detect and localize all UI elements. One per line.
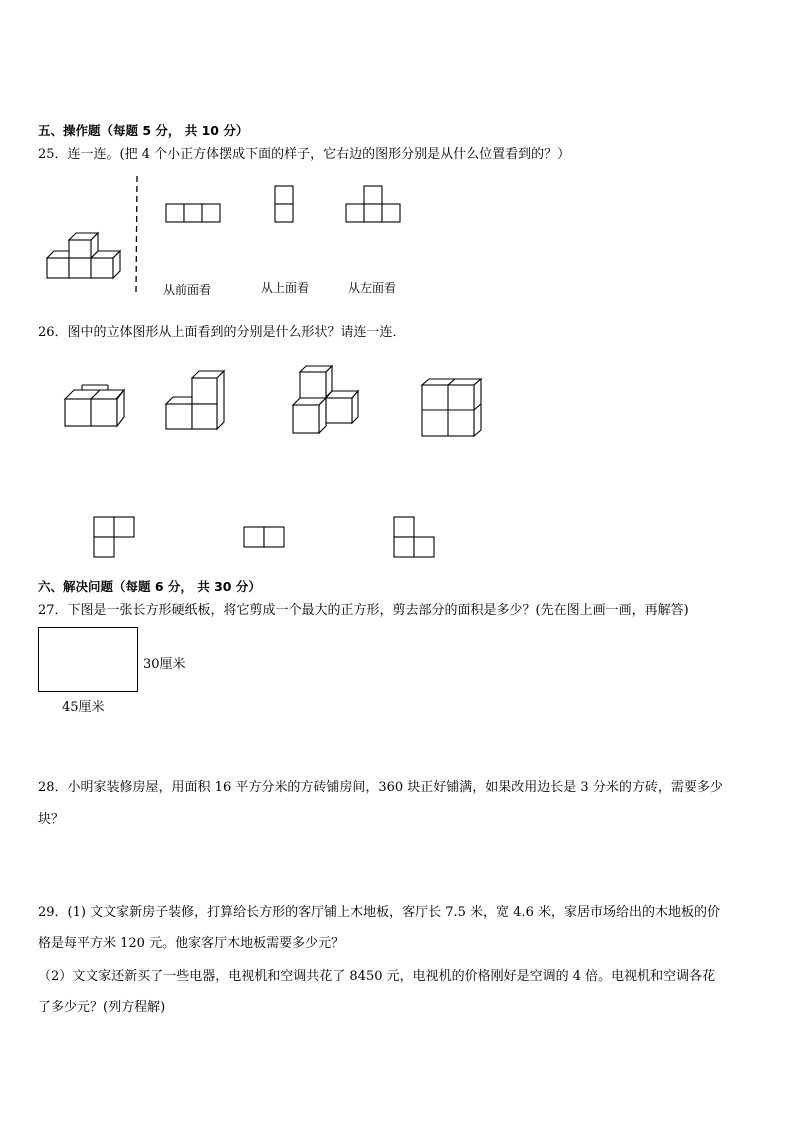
q27-width-label: 45厘米 <box>62 700 105 715</box>
question-28-line-1: 28．小明家装修房屋，用面积 16 平方分米的方砖铺房间，360 块正好铺满，如果改用边长是 3 分米的方砖，需要多少 <box>38 780 723 795</box>
q25-solid-2 <box>165 370 229 432</box>
q25-label-top: 从上面看 <box>261 281 310 295</box>
question-29-line-1: 29．(1) 文文家新房子装修，打算给长方形的客厅铺上木地板，客厅长 7.5 米，宽 4.6 米，家居市场给出的木地板的价 <box>38 905 720 920</box>
q27-rectangle <box>38 627 138 692</box>
q25-view-row-of-three <box>165 203 223 225</box>
q27-height-label: 30厘米 <box>143 657 186 672</box>
section-5-title: 五、操作题（每题 5 分， 共 10 分） <box>38 123 249 138</box>
q25-cube-figure <box>45 222 125 282</box>
q26-solid-1 <box>64 385 128 429</box>
question-29-line-2: 格是每平方米 120 元。他家客厅木地板需要多少元？ <box>38 936 345 951</box>
question-26-text: 26．图中的立体图形从上面看到的分别是什么形状？请连一连． <box>38 325 406 340</box>
q25-view-column-of-two <box>274 185 296 225</box>
q26-top-view-two-horizontal <box>243 526 287 550</box>
question-28-line-2: 块？ <box>38 812 65 827</box>
q26-top-view-l-shape <box>93 516 137 558</box>
q26-solid-3 <box>292 365 362 435</box>
question-25-text: 25．连一连。(把 4 个小正方体摆成下面的样子，它右边的图形分别是从什么位置看到的？） <box>38 147 571 162</box>
q25-dashed-divider <box>133 176 141 296</box>
q26-top-view-corner <box>393 516 437 558</box>
question-27-text: 27．下图是一张长方形硬纸板，将它剪成一个最大的正方形，剪去部分的面积是多少？(先在图上画一画，再解答) <box>38 603 689 618</box>
q25-label-left: 从左面看 <box>348 281 397 295</box>
question-29-line-4: 了多少元？(列方程解) <box>38 1000 166 1015</box>
q26-solid-4 <box>421 378 485 440</box>
question-29-line-3: （2）文文家还新买了一些电器，电视机和空调共花了 8450 元，电视机的价格刚好是空调的 4 倍。电视机和空调各花 <box>38 969 716 984</box>
q25-label-front: 从前面看 <box>163 283 212 297</box>
section-6-title: 六、解决问题（每题 6 分， 共 30 分） <box>38 579 261 594</box>
q25-view-t-shape <box>345 185 403 225</box>
